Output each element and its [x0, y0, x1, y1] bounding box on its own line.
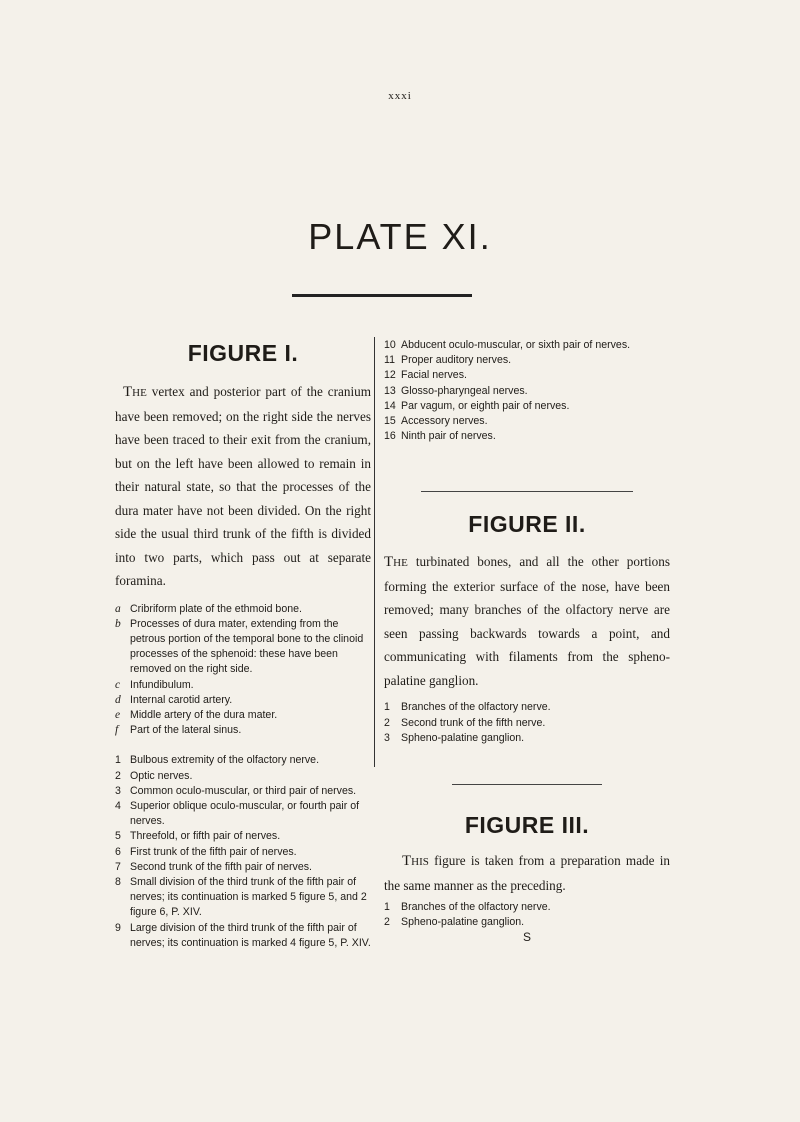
list-item [115, 921, 371, 951]
item-text: Processes of dura mater, extending from the petrous portion of the temporal bone to the clinoid processes of the sphenoid: these have been removed on the right side. [130, 617, 364, 676]
list-item [115, 829, 371, 844]
item-key: b [115, 617, 121, 630]
item-text: Part of the lateral sinus. [130, 724, 242, 737]
section-rule-1 [421, 491, 633, 492]
item-text: Facial nerves. [401, 369, 467, 382]
item-key: 12 [384, 369, 396, 382]
figure2-text: turbinated bones, and all the other portions forming the exterior surface of the nose, have been removed; many branches of the olfactory nerve are seen passing backwards towards a point, and communicating with filaments from the spheno-palatine ganglion. [384, 554, 670, 688]
item-text: Infundibulum. [130, 678, 194, 691]
list-item [115, 845, 371, 860]
list-item [115, 799, 371, 829]
right-column [384, 340, 670, 944]
list-item [115, 769, 371, 784]
item-key: c [115, 678, 121, 691]
item-key: 2 [115, 769, 121, 782]
list-item [384, 353, 670, 368]
list-item [115, 678, 371, 693]
item-text: Proper auditory nerves. [401, 354, 512, 367]
figure1-text: vertex and posterior part of the cranium have been removed; on the right side the nerves have been traced to their exit from the cranium, but on the left have been allowed to remain in their natural state, so that the processes of the dura mater have not been divided. On the right side the usual third trunk of the fifth is divided into two parts, which pass out at separate foramina. [115, 384, 371, 588]
item-text: Branches of the olfactory nerve. [401, 901, 551, 914]
item-text: First trunk of the fifth pair of nerves. [130, 845, 297, 858]
list-item [384, 915, 670, 930]
list-item [384, 338, 670, 353]
item-text: Large division of the third trunk of the fifth pair of nerves; its continuation is marked 4 figure 5, P. XIV. [130, 921, 371, 949]
figure3-heading: FIGURE III. [464, 812, 590, 839]
item-text: Superior oblique oculo-muscular, or fourth pair of nerves. [130, 799, 360, 828]
figure1-continued-key [384, 338, 670, 444]
item-key: 1 [115, 754, 121, 767]
figure2-heading: FIGURE II. [468, 511, 586, 538]
list-item [115, 784, 371, 799]
item-text: Par vagum, or eighth pair of nerves. [401, 399, 570, 412]
list-item [384, 368, 670, 383]
item-text: Bulbous extremity of the olfactory nerve. [130, 754, 320, 767]
figure1-description [115, 380, 371, 593]
left-column [115, 340, 371, 951]
list-item [384, 716, 670, 731]
item-key: 13 [384, 384, 396, 397]
page-number: xxxi [388, 90, 412, 102]
figure1-heading: FIGURE I. [187, 340, 299, 366]
item-text: Common oculo-muscular, or third pair of nerves. [130, 784, 357, 797]
item-text: Abducent oculo-muscular, or sixth pair of nerves. [401, 339, 631, 351]
item-key: e [115, 708, 121, 721]
item-text: Second trunk of the fifth pair of nerves. [130, 860, 312, 873]
list-item [384, 384, 670, 399]
item-key: 6 [115, 845, 121, 858]
list-item [115, 875, 371, 921]
figure2-lead: The [384, 554, 408, 571]
list-item [115, 723, 371, 738]
item-key: 3 [115, 784, 121, 797]
item-key: d [115, 693, 121, 706]
item-key: 10 [384, 339, 396, 351]
item-key: 2 [384, 916, 390, 929]
plate-title: PLATE XI. [308, 216, 492, 257]
item-key: 8 [115, 875, 121, 888]
list-item [115, 860, 371, 875]
item-text: Spheno-palatine ganglion. [401, 916, 525, 929]
figure3-text: figure is taken from a preparation made in the same manner as the preceding. [384, 853, 670, 893]
item-text: Internal carotid artery. [130, 693, 233, 706]
signature-mark: S [522, 930, 531, 945]
item-key: 11 [384, 354, 395, 367]
item-key: 2 [384, 716, 390, 729]
figure3-lead: This [402, 853, 429, 870]
list-item [384, 700, 670, 715]
list-item [115, 617, 371, 678]
item-text: Branches of the olfactory nerve. [401, 701, 551, 714]
figure1-number-key [115, 753, 371, 951]
item-text: Threefold, or fifth pair of nerves. [130, 830, 281, 843]
list-item [115, 708, 371, 723]
figure1-letter-key [115, 602, 371, 739]
item-key: f [115, 724, 119, 737]
item-key: 15 [384, 415, 396, 428]
item-text: Accessory nerves. [401, 415, 488, 428]
list-item [115, 602, 371, 617]
item-text: Optic nerves. [130, 769, 193, 782]
title-rule [292, 294, 472, 297]
item-key: 1 [384, 701, 390, 714]
item-text: Glosso-pharyngeal nerves. [401, 384, 528, 397]
column-divider [374, 337, 375, 767]
list-item [384, 731, 670, 746]
item-key: 9 [115, 921, 121, 934]
list-item [384, 414, 670, 429]
item-text: Small division of the third trunk of the fifth pair of nerves; its continuation is marked 5 figure 5, and 2 figure 6, P. XIV. [130, 875, 367, 919]
item-key: 3 [384, 731, 390, 744]
section-rule-2 [452, 784, 602, 785]
item-key: a [115, 602, 121, 615]
figure2-description [384, 550, 670, 692]
item-key: 5 [115, 830, 121, 843]
item-text: Spheno-palatine ganglion. [401, 731, 525, 744]
item-text: Ninth pair of nerves. [401, 430, 496, 443]
list-item [384, 900, 670, 915]
item-text: Middle artery of the dura mater. [130, 708, 278, 721]
list-item [115, 693, 371, 708]
figure1-lead: The [123, 384, 147, 400]
figure3-key [384, 900, 670, 930]
item-key: 14 [384, 399, 396, 412]
item-key: 1 [384, 901, 390, 914]
list-item [384, 429, 670, 444]
item-key: 4 [115, 799, 121, 812]
item-text: Cribriform plate of the ethmoid bone. [130, 602, 302, 615]
item-text: Second trunk of the fifth nerve. [401, 716, 546, 729]
list-item [115, 753, 371, 768]
item-key: 16 [384, 430, 396, 443]
list-item [384, 399, 670, 414]
item-key: 7 [115, 860, 121, 873]
figure2-key [384, 700, 670, 746]
figure3-description [384, 849, 670, 897]
